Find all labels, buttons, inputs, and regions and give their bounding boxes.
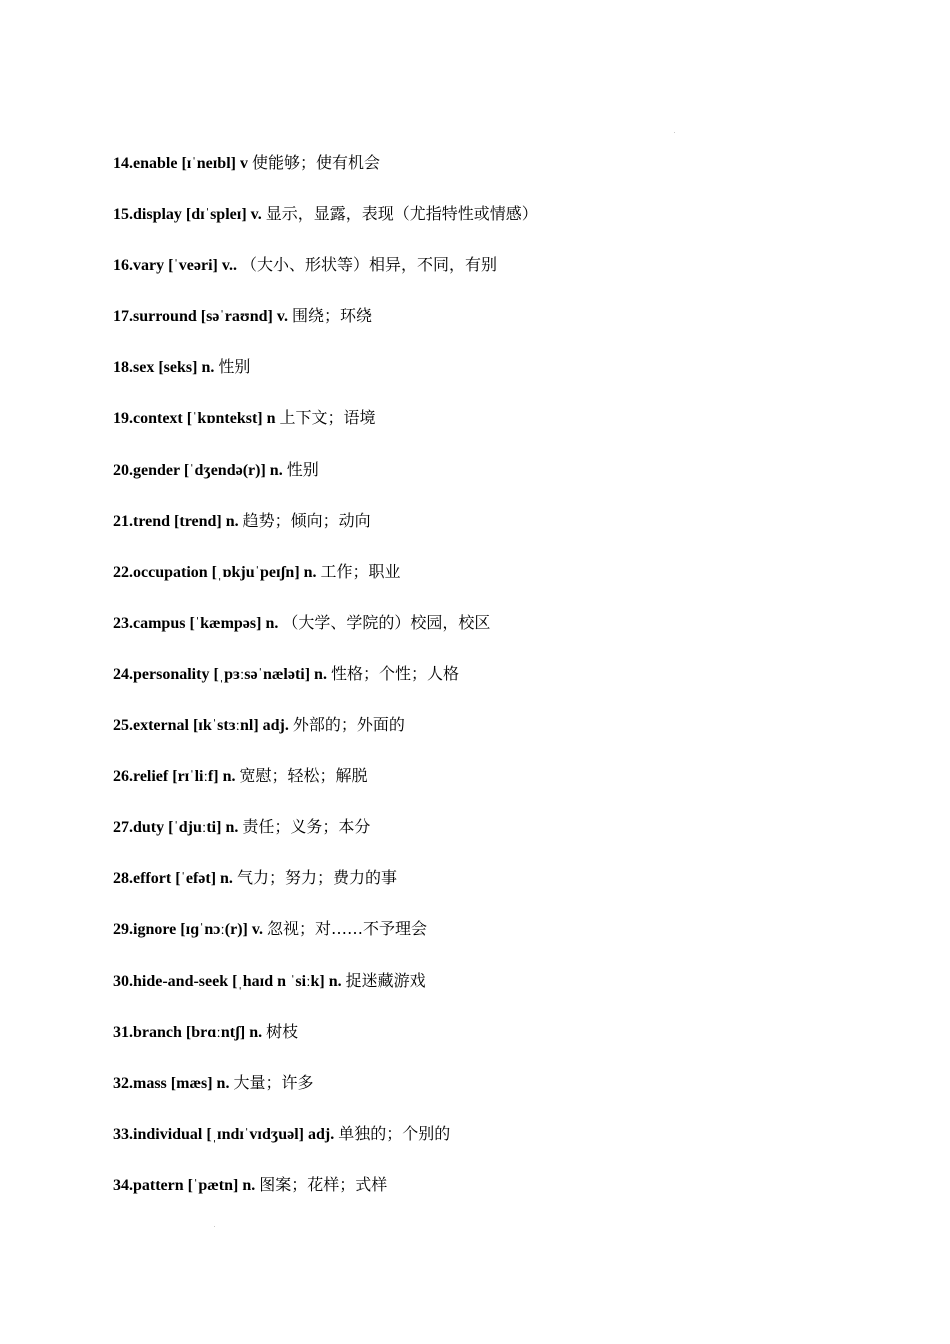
- meaning: 气力；努力；费力的事: [236, 868, 397, 888]
- headword: 30.hide-and-seek [ˌhaɪd n ˈsiːk] n.: [113, 972, 342, 990]
- headword: 25.external [ɪkˈstɜːnl] adj.: [113, 717, 289, 735]
- headword: 26.relief [rɪˈliːf] n.: [113, 768, 236, 786]
- headword: 28.effort [ˈefət] n.: [113, 870, 233, 888]
- headword: 17.surround [səˈraʊnd] v.: [113, 308, 288, 326]
- vocabulary-list: [113, 151, 538, 1224]
- headword: 24.personality [ˌpɜːsəˈnæləti] n.: [113, 665, 327, 683]
- headword: 33.individual [ˌɪndɪˈvɪdʒuəl] adj.: [113, 1125, 335, 1143]
- vocab-entry-26: [113, 764, 538, 815]
- meaning: （大学、学院的）校园，校区: [282, 612, 491, 632]
- headword: 16.vary [ˈveəri] v..: [113, 257, 237, 275]
- meaning: 忽视；对……不予理会: [266, 919, 427, 939]
- meaning: 责任；义务；本分: [242, 817, 371, 837]
- stray-dot: [674, 132, 675, 133]
- meaning: 外部的；外面的: [292, 715, 405, 735]
- vocab-entry-18: [113, 355, 538, 406]
- vocab-entry-16: [113, 253, 538, 304]
- headword: 34.pattern [ˈpætn] n.: [113, 1176, 256, 1194]
- vocab-entry-21: [113, 509, 538, 560]
- headword: 21.trend [trend] n.: [113, 512, 239, 530]
- meaning: 性别: [218, 357, 251, 377]
- meaning: 宽慰；轻松；解脱: [239, 766, 368, 786]
- meaning: 使能够；使有机会: [251, 153, 380, 172]
- headword: 22.occupation [ˌɒkjuˈpeɪʃn] n.: [113, 563, 317, 581]
- vocab-entry-29: [113, 917, 538, 968]
- vocab-entry-25: [113, 713, 538, 764]
- meaning: （大小、形状等）相异，不同，有别: [240, 255, 497, 275]
- meaning: 大量；许多: [233, 1072, 314, 1092]
- meaning: 性别: [286, 459, 319, 479]
- vocab-entry-15: [113, 202, 538, 253]
- vocab-entry-19: [113, 406, 538, 457]
- vocab-entry-34: [113, 1173, 538, 1224]
- vocab-entry-23: [113, 611, 538, 662]
- meaning: 工作；职业: [320, 561, 401, 581]
- meaning: 围绕；环绕: [291, 306, 372, 326]
- vocab-entry-31: [113, 1020, 538, 1071]
- vocab-entry-24: [113, 662, 538, 713]
- meaning: 单独的；个别的: [338, 1123, 451, 1143]
- vocab-entry-22: [113, 560, 538, 611]
- headword: 19.context [ˈkɒntekst] n: [113, 410, 276, 428]
- vocab-entry-27: [113, 815, 538, 866]
- meaning: 上下文；语境: [279, 408, 376, 428]
- meaning: 趋势；倾向；动向: [242, 510, 371, 530]
- headword: 18.sex [seks] n.: [113, 359, 215, 377]
- headword: 20.gender [ˈdʒendə(r)] n.: [113, 461, 283, 479]
- headword: 27.duty [ˈdjuːti] n.: [113, 819, 239, 837]
- headword: 14.enable [ɪˈneɪbl] v: [113, 155, 248, 172]
- vocab-entry-20: [113, 458, 538, 509]
- vocab-entry-28: [113, 866, 538, 917]
- vocab-entry-17: [113, 304, 538, 355]
- headword: 29.ignore [ɪɡˈnɔː(r)] v.: [113, 921, 263, 939]
- stray-dot: [214, 1226, 215, 1227]
- vocab-entry-14: [113, 151, 538, 202]
- headword: 31.branch [brɑːntʃ] n.: [113, 1023, 263, 1041]
- meaning: 图案；花样；式样: [259, 1174, 388, 1194]
- meaning: 树枝: [266, 1021, 299, 1041]
- meaning: 性格；个性；人格: [330, 663, 459, 683]
- headword: 23.campus [ˈkæmpəs] n.: [113, 614, 279, 632]
- vocab-entry-33: [113, 1122, 538, 1173]
- vocab-entry-30: [113, 969, 538, 1020]
- meaning: 显示，显露，表现（尤指特性或情感）: [265, 204, 538, 224]
- headword: 32.mass [mæs] n.: [113, 1074, 230, 1092]
- meaning: 捉迷藏游戏: [345, 970, 426, 990]
- headword: 15.display [dɪˈspleɪ] v.: [113, 206, 262, 224]
- vocab-entry-32: [113, 1071, 538, 1122]
